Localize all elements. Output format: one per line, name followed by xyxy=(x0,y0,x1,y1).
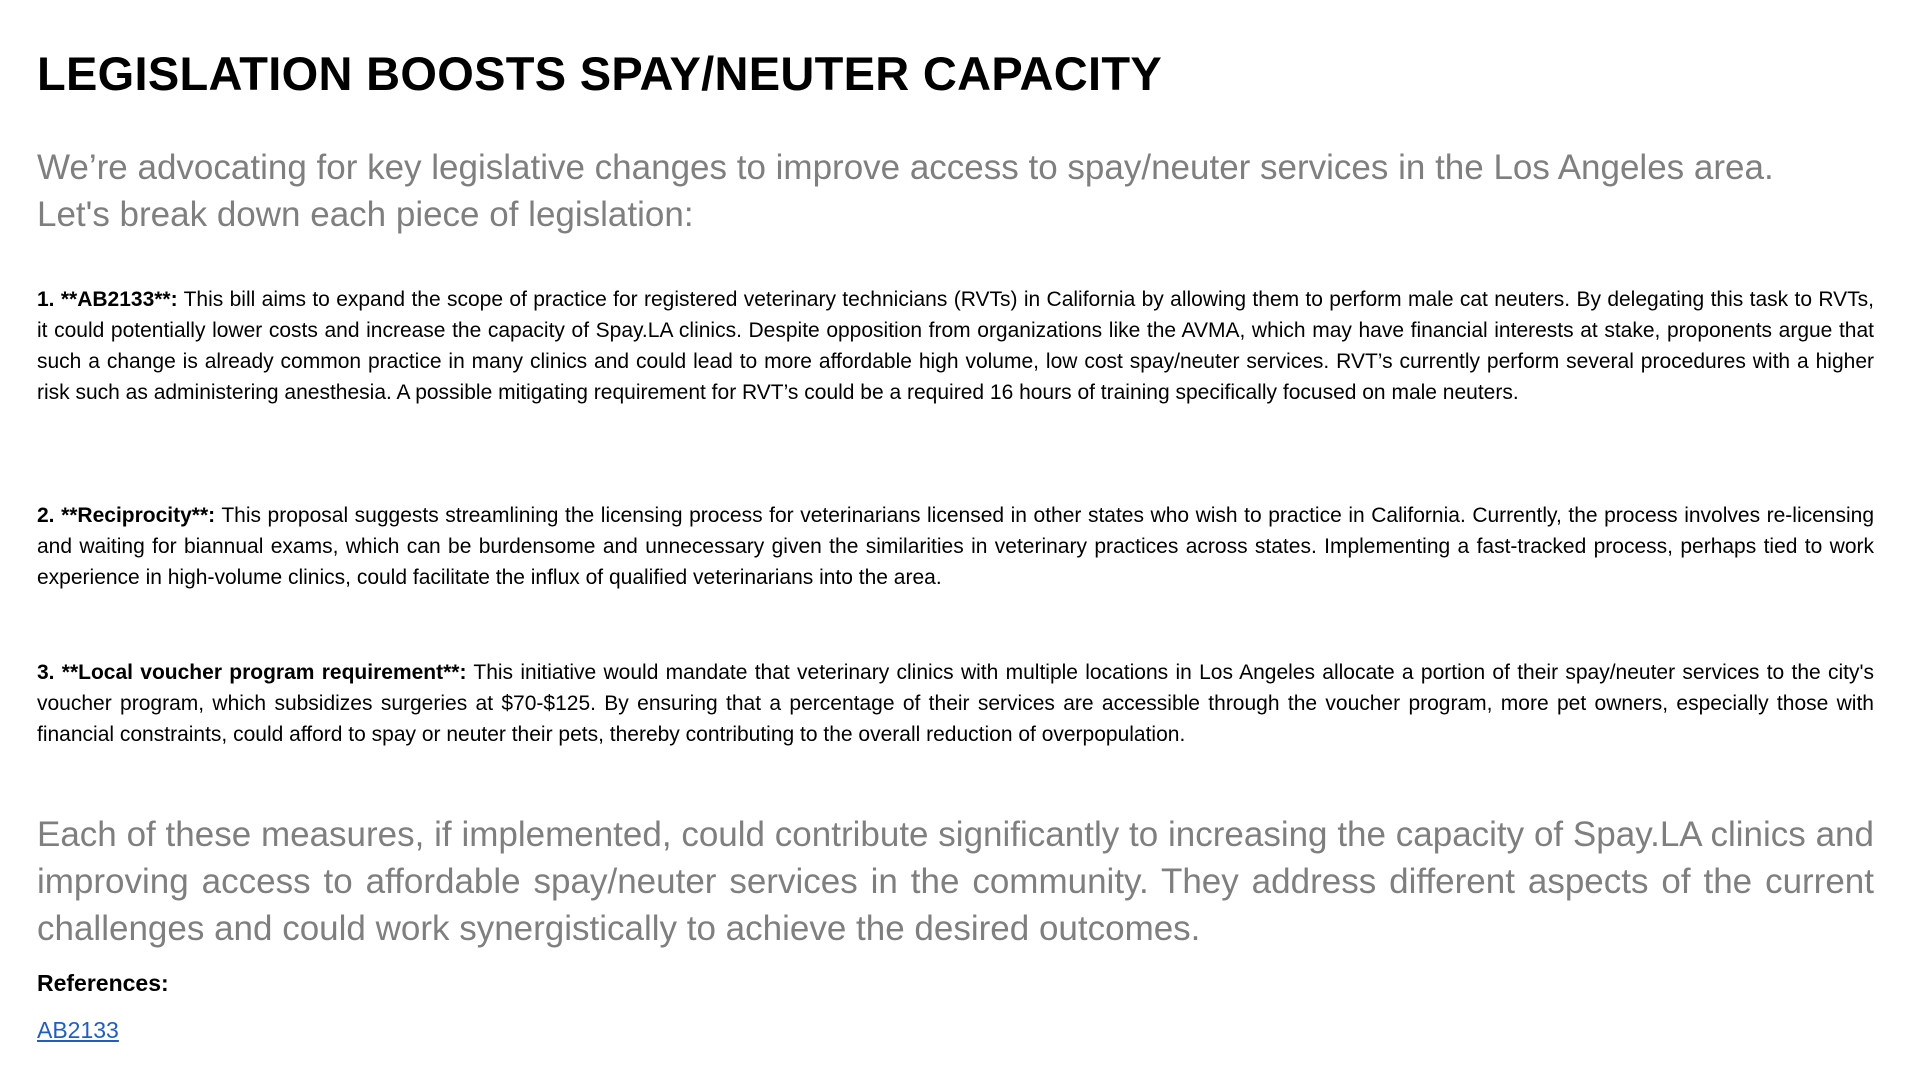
item-body: This bill aims to expand the scope of practice for registered veterinary technicians (RVTs) in California by allowing them to perform male cat neuters. By delegating this task to RVTs, it could potentially lower costs and increase the capacity of Spay.LA clinics. Despite opposition from organizations like the AVMA, which may have financial interests at stake, proponents argue that such a change is already common practice in many clinics and could lead to more affordable high volume, low cost spay/neuter services. RVT’s currently perform several procedures with a higher risk such as administering anesthesia. A possible mitigating requirement for RVT’s could be a required 16 hours of training specifically focused on male neuters. xyxy=(37,288,1874,404)
intro-paragraph: We’re advocating for key legislative changes to improve access to spay/neuter services in the Los Angeles area. Let's break down each piece of legislation: xyxy=(37,148,1774,234)
legislation-item-voucher xyxy=(37,657,1874,750)
reference-link-ab2133[interactable]: AB2133 xyxy=(37,1017,119,1043)
item-lead: 2. **Reciprocity**: xyxy=(37,504,216,527)
closing-paragraph: Each of these measures, if implemented, could contribute significantly to increasing the capacity of Spay.LA clinics and improving access to affordable spay/neuter services in the community. They address different aspects of the current challenges and could work synergistically to achieve the desired outcomes. xyxy=(37,815,1874,948)
item-lead: 1. **AB2133**: xyxy=(37,288,178,311)
item-body: This initiative would mandate that veterinary clinics with multiple locations in Los Angeles allocate a portion of their spay/neuter services to the city's voucher program, which subsidizes surgeries at $70-$125. By ensuring that a percentage of their services are accessible through the voucher program, more pet owners, especially those with financial constraints, could afford to spay or neuter their pets, thereby contributing to the overall reduction of overpopulation. xyxy=(37,661,1875,746)
references-heading: References: xyxy=(37,970,169,996)
legislation-item-ab2133 xyxy=(37,284,1874,408)
page-title: LEGISLATION BOOSTS SPAY/NEUTER CAPACITY xyxy=(37,47,1163,100)
legislation-item-reciprocity xyxy=(37,500,1874,593)
item-lead: 3. **Local voucher program requirement**: xyxy=(37,661,467,684)
item-body: This proposal suggests streamlining the licensing process for veterinarians licensed in other states who wish to practice in California. Currently, the process involves re-licensing and waiting for biannual exams, which can be burdensome and unnecessary given the similarities in veterinary practices across states. Implementing a fast-tracked process, perhaps tied to work experience in high-volume clinics, could facilitate the influx of qualified veterinarians into the area. xyxy=(37,504,1875,589)
